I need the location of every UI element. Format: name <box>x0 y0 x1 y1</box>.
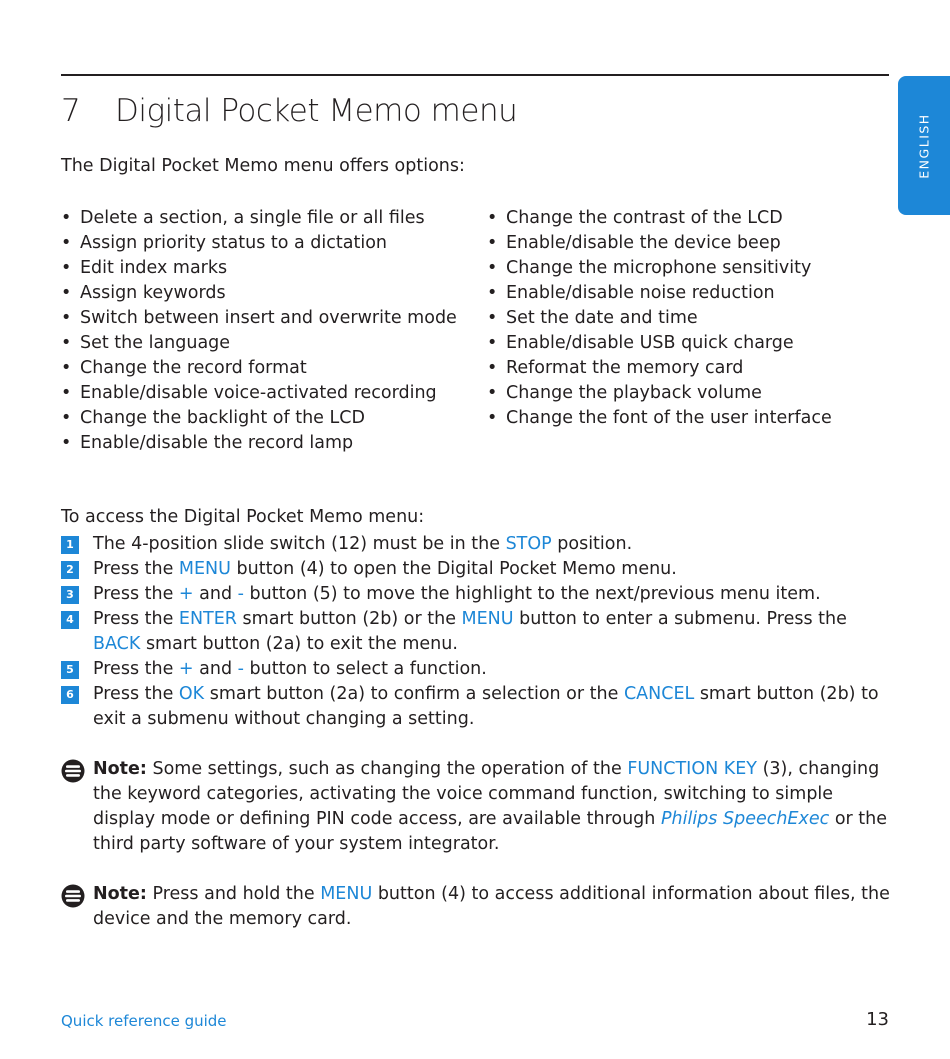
text-run: Press the <box>93 659 179 679</box>
steps-list <box>61 532 891 732</box>
list-item: • Change the font of the user interface <box>487 406 832 431</box>
text-run: smart button (2a) to confirm a selection or the <box>204 684 624 704</box>
step-item <box>61 582 891 607</box>
header-rule <box>61 74 889 76</box>
step-text <box>93 659 487 679</box>
text-run: position. <box>551 534 633 554</box>
step-item <box>61 607 891 657</box>
keyword: MENU <box>461 609 514 629</box>
list-item: • Set the date and time <box>487 306 832 331</box>
note-icon <box>61 884 85 908</box>
text-run: and <box>193 584 238 604</box>
list-item: • Enable/disable USB quick charge <box>487 331 832 356</box>
step-text <box>93 534 632 554</box>
keyword: + <box>178 584 194 604</box>
keyword: MENU <box>320 884 373 904</box>
chapter-number: 7 <box>61 93 81 129</box>
list-item: • Switch between insert and overwrite mode <box>61 306 457 331</box>
text-run: button to enter a submenu. Press the <box>513 609 847 629</box>
text-run: button (5) to move the highlight to the next/previous menu item. <box>243 584 821 604</box>
step-text <box>93 584 821 604</box>
step-item <box>61 532 891 557</box>
text-run: (3), changing the keyword categories, activating the voice command function, switching to simple display mode or defining PIN code access, are available through <box>93 759 880 829</box>
note-text <box>61 757 891 857</box>
footer-guide-title: Quick reference guide <box>61 1012 227 1030</box>
list-item: • Assign keywords <box>61 281 457 306</box>
list-item: • Enable/disable the record lamp <box>61 431 457 456</box>
options-list-left <box>61 206 457 456</box>
list-item: • Assign priority status to a dictation <box>61 231 457 256</box>
text-run: button (4) to open the Digital Pocket Memo menu. <box>230 559 677 579</box>
step-text <box>93 559 677 579</box>
text-run: button to select a function. <box>243 659 487 679</box>
list-item: • Reformat the memory card <box>487 356 832 381</box>
intro-text: The Digital Pocket Memo menu offers options: <box>61 156 465 176</box>
keyword: CANCEL <box>623 684 695 704</box>
step-item <box>61 557 891 582</box>
step-item <box>61 657 891 682</box>
step-number-badge: 2 <box>61 561 79 579</box>
step-number-badge: 5 <box>61 661 79 679</box>
keyword: MENU <box>178 559 231 579</box>
step-number-badge: 4 <box>61 611 79 629</box>
list-item: • Set the language <box>61 331 457 356</box>
text-run: smart button (2b) to exit a submenu without changing a setting. <box>93 684 879 729</box>
list-item: • Change the contrast of the LCD <box>487 206 832 231</box>
chapter-title: Digital Pocket Memo menu <box>115 93 518 129</box>
list-item: • Change the playback volume <box>487 381 832 406</box>
step-text <box>93 609 847 654</box>
note-icon <box>61 759 85 783</box>
step-number-badge: 1 <box>61 536 79 554</box>
note-menu-info <box>61 882 891 932</box>
list-item: • Change the record format <box>61 356 457 381</box>
text-run: smart button (2a) to exit the menu. <box>140 634 458 654</box>
step-item <box>61 682 891 732</box>
text-run: Press and hold the <box>146 884 321 904</box>
language-tab <box>898 76 950 215</box>
step-number-badge: 6 <box>61 686 79 704</box>
product-name: Philips SpeechExec <box>660 809 830 829</box>
step-text <box>93 684 879 729</box>
page-number: 13 <box>866 1009 889 1030</box>
list-item: • Edit index marks <box>61 256 457 281</box>
list-item: • Enable/disable noise reduction <box>487 281 832 306</box>
list-item: • Enable/disable the device beep <box>487 231 832 256</box>
text-run: The 4-position slide switch (12) must be in the <box>93 534 506 554</box>
text-run: Press the <box>93 584 179 604</box>
access-intro: To access the Digital Pocket Memo menu: <box>61 507 425 527</box>
options-list-right <box>487 206 832 431</box>
keyword: OK <box>178 684 205 704</box>
keyword: BACK <box>93 634 141 654</box>
keyword: - <box>237 659 244 679</box>
language-tab-label: ENGLISH <box>916 112 932 179</box>
keyword: ENTER <box>178 609 237 629</box>
note-label: Note: <box>93 759 147 779</box>
text-run: Press the <box>93 684 179 704</box>
list-item: • Enable/disable voice-activated recording <box>61 381 457 406</box>
text-run: button (4) to access additional information about files, the device and the memory card. <box>93 884 890 929</box>
list-item: • Change the backlight of the LCD <box>61 406 457 431</box>
text-run: and <box>193 659 238 679</box>
note-settings <box>61 757 891 857</box>
text-run: Some settings, such as changing the operation of the <box>146 759 628 779</box>
keyword: STOP <box>505 534 552 554</box>
list-item: • Delete a section, a single file or all files <box>61 206 457 231</box>
text-run: Press the <box>93 559 179 579</box>
text-run: Press the <box>93 609 179 629</box>
keyword: + <box>178 659 194 679</box>
step-number-badge: 3 <box>61 586 79 604</box>
text-run: or the third party software of your system integrator. <box>93 809 887 854</box>
keyword: FUNCTION KEY <box>627 759 757 779</box>
note-text <box>61 882 891 932</box>
text-run: smart button (2b) or the <box>236 609 462 629</box>
note-label: Note: <box>93 884 147 904</box>
list-item: • Change the microphone sensitivity <box>487 256 832 281</box>
page-title <box>61 93 517 129</box>
keyword: - <box>237 584 244 604</box>
